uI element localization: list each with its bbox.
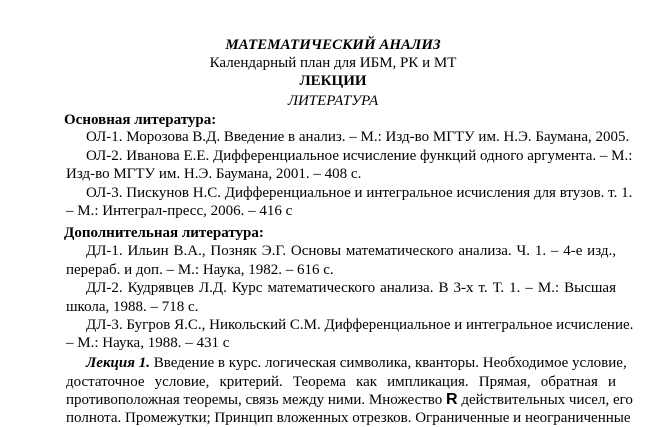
literature-item-dl2-line2: школа, 1988. – 718 с. <box>66 299 199 315</box>
literature-item-dl3-line2: – М.: Наука, 1988. – 431 с <box>66 335 230 351</box>
lecture-1-line3 <box>66 391 633 409</box>
lecture-1-line4: полнота. Промежутки; Принцип вложенных отрезков. Ограниченные и неограниченные <box>66 410 631 426</box>
lecture-1-line2: достаточное условие, критерий. Теорема как импликация. Прямая, обратная и <box>66 374 616 390</box>
lecture-1-label: Лекция 1. <box>86 355 150 371</box>
literature-item-ol3-line2: – М.: Интеграл-пресс, 2006. – 416 с <box>66 203 293 219</box>
literature-item-dl1-line1: ДЛ-1. Ильин В.А., Позняк Э.Г. Основы математического анализа. Ч. 1. – 4-е изд., <box>86 243 616 259</box>
lecture-1-line3-end: действительных чисел, его <box>461 392 633 408</box>
literature-item-ol2-line2: Изд-во МГТУ им. Н.Э. Баумана, 2001. – 408 с. <box>66 166 362 182</box>
literature-item-ol3-line1: ОЛ-3. Пискунов Н.С. Дифференциальное и интегральное исчисления для втузов. т. 1. <box>86 185 633 201</box>
literature-item-dl2-line1: ДЛ-2. Кудрявцев Л.Д. Курс математического анализа. В 3-х т. Т. 1. – М.: Высшая <box>86 280 616 296</box>
lecture-1-line1 <box>86 354 627 372</box>
literature-item-ol1: ОЛ-1. Морозова В.Д. Введение в анализ. – М.: Изд-во МГТУ им. Н.Э. Баумана, 2005. <box>86 129 630 145</box>
document-subtitle: Календарный план для ИБМ, РК и МТ <box>209 55 457 71</box>
lecture-1-text: Введение в курс. логическая символика, кванторы. Необходимое условие, <box>153 355 627 371</box>
literature-item-dl1-line2: перераб. и доп. – М.: Наука, 1982. – 616 с. <box>66 262 334 278</box>
real-numbers-symbol: R <box>446 391 458 408</box>
lecture-1-line3-start: противоположная теоремы, связь между ними. Множество <box>66 392 443 408</box>
section-heading: ЛЕКЦИИ <box>299 73 367 89</box>
additional-literature-heading: Дополнительная литература: <box>64 225 264 241</box>
subsection-heading: ЛИТЕРАТУРА <box>287 93 379 109</box>
basic-literature-heading: Основная литература: <box>64 112 217 128</box>
literature-item-dl3-line1: ДЛ-3. Бугров Я.С., Никольский С.М. Дифференциальное и интегральное исчисление. <box>86 317 634 333</box>
literature-item-ol2-line1: ОЛ-2. Иванова Е.Е. Дифференциальное исчисление функций одного аргумента. – М.: <box>86 148 633 164</box>
document-title: МАТЕМАТИЧЕСКИЙ АНАЛИЗ <box>225 37 441 53</box>
